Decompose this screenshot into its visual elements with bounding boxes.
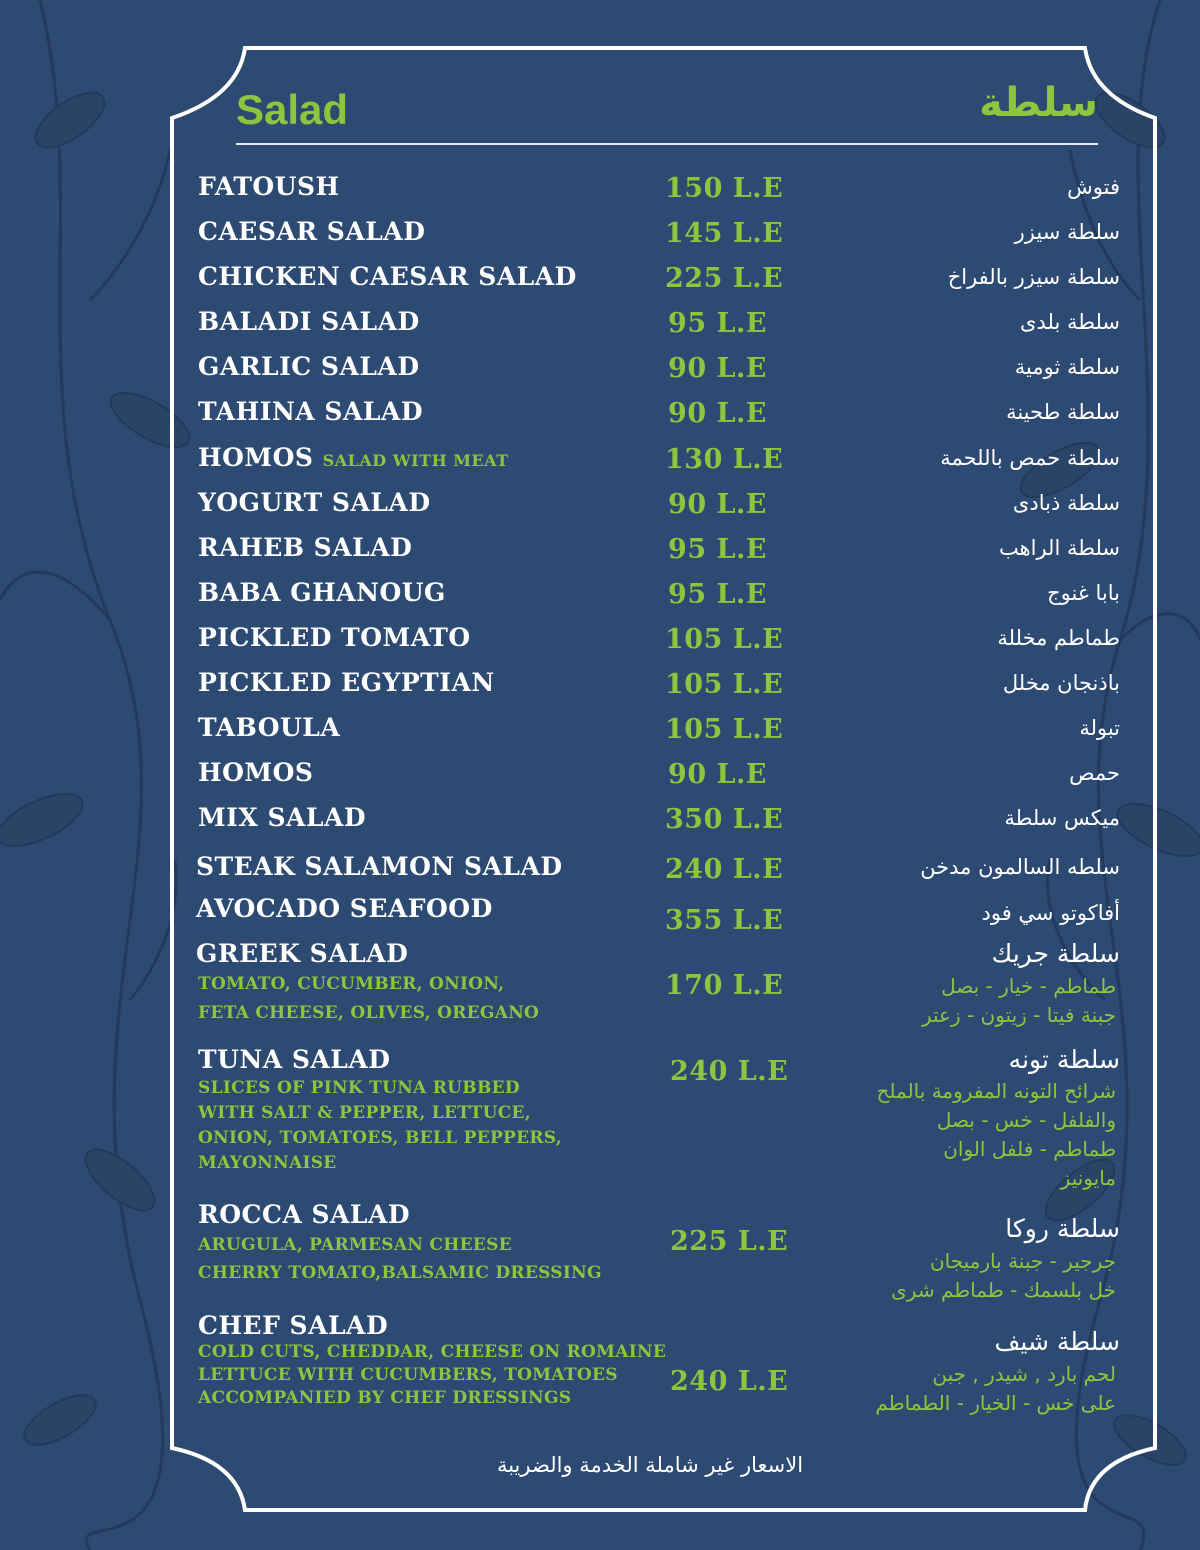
item-description-ar: مايونيز (1060, 1166, 1116, 1190)
item-name-ar: سلطة جريك (991, 939, 1120, 968)
item-name-en-main: HOMOS (198, 443, 314, 472)
item-name-ar: سلطة روكا (1005, 1214, 1120, 1243)
item-description-en: MAYONNAISE (198, 1153, 337, 1173)
item-name-ar: سلطة ذبادى (1012, 491, 1120, 515)
item-name-en: HOMOS (198, 758, 314, 787)
item-price: 350 L.E (665, 804, 784, 835)
item-description-ar: لحم بارد , شيدر , جبن (932, 1362, 1116, 1386)
item-name-en: ROCCA SALAD (198, 1200, 411, 1229)
item-description-en: WITH SALT & PEPPER, LETTUCE, (198, 1103, 532, 1123)
item-name-ar: فتوش (1067, 175, 1120, 199)
item-price: 150 L.E (665, 173, 784, 204)
item-name-en: GREEK SALAD (196, 939, 409, 968)
item-description-ar: والفلفل - خس - بصل (936, 1108, 1116, 1132)
item-name-en: PICKLED TOMATO (198, 623, 471, 652)
section-title-ar: سلطة (979, 80, 1098, 126)
item-name-en: FATOUSH (198, 172, 340, 201)
item-price: 105 L.E (665, 624, 784, 655)
item-description-ar: خل بلسمك - طماطم شرى (891, 1278, 1116, 1302)
title-divider (236, 143, 1098, 145)
item-price: 95 L.E (668, 579, 767, 610)
item-name-ar: طماطم مخللة (997, 626, 1120, 650)
item-name-en: PICKLED EGYPTIAN (198, 668, 495, 697)
item-price: 170 L.E (665, 970, 784, 1001)
item-description-en: CHERRY TOMATO,BALSAMIC DRESSING (198, 1263, 602, 1283)
item-description-ar: جرجير - جبنة بارميجان (929, 1249, 1116, 1273)
price-disclaimer: الاسعار غير شاملة الخدمة والضريبة (496, 1453, 804, 1477)
item-description-en: ARUGULA, PARMESAN CHEESE (198, 1235, 512, 1255)
item-name-en: BALADI SALAD (198, 307, 420, 336)
item-price: 240 L.E (670, 1056, 789, 1087)
item-price: 130 L.E (665, 444, 784, 475)
item-name-ar: حمص (1069, 761, 1120, 785)
item-name-ar: سلطة سيزر بالفراخ (947, 265, 1120, 289)
item-name-ar: سلطة سيزر (1014, 220, 1120, 244)
item-name-ar: سلطة تونه (1008, 1045, 1120, 1074)
item-price: 240 L.E (665, 854, 784, 885)
item-name-ar: سلطة الراهب (998, 536, 1120, 560)
item-description-ar: طماطم - فلفل الوان (943, 1137, 1116, 1161)
item-price: 225 L.E (670, 1226, 789, 1257)
item-description-ar: جبنة فيتا - زيتون - زعتر (921, 1003, 1116, 1027)
item-price: 95 L.E (668, 308, 767, 339)
item-name-ar: تبولة (1079, 716, 1120, 740)
item-name-ar: سلطة شيف (994, 1327, 1120, 1356)
item-price: 90 L.E (668, 759, 767, 790)
item-name-en: MIX SALAD (198, 803, 367, 832)
item-price: 355 L.E (665, 905, 784, 936)
item-description-en: LETTUCE WITH CUCUMBERS, TOMATOES (198, 1365, 618, 1385)
item-price: 90 L.E (668, 353, 767, 384)
item-price: 95 L.E (668, 534, 767, 565)
item-description-en: COLD CUTS, CHEDDAR, CHEESE ON ROMAINE (198, 1342, 667, 1362)
item-name-en: RAHEB SALAD (198, 533, 413, 562)
item-name-en (198, 443, 509, 476)
section-title-en: Salad (236, 86, 349, 133)
item-price: 105 L.E (665, 669, 784, 700)
item-price: 90 L.E (668, 489, 767, 520)
item-description-en: ONION, TOMATOES, BELL PEPPERS, (198, 1128, 562, 1148)
item-name-ar: ميكس سلطة (1004, 806, 1120, 830)
item-name-ar: سلطة ثومية (1014, 355, 1120, 379)
item-name-en: CHEF SALAD (198, 1311, 389, 1340)
item-name-en-sub: SALAD WITH MEAT (322, 451, 509, 470)
item-name-ar: سلطة بلدى (1020, 310, 1120, 334)
item-price: 145 L.E (665, 218, 784, 249)
item-description-en: SLICES OF PINK TUNA RUBBED (198, 1078, 520, 1098)
item-name-en: TABOULA (198, 713, 341, 742)
item-name-en: TUNA SALAD (198, 1045, 391, 1074)
item-description-ar: طماطم - خيار - بصل (941, 974, 1116, 998)
item-name-en: GARLIC SALAD (198, 352, 420, 381)
item-description-ar: شرائح التونه المفرومة بالملح (876, 1079, 1116, 1103)
item-price: 90 L.E (668, 398, 767, 429)
item-name-ar: باذنجان مخلل (1002, 671, 1120, 695)
item-name-ar: سلطه السالمون مدخن (920, 855, 1120, 879)
item-name-en: AVOCADO SEAFOOD (196, 894, 493, 923)
item-description-en: FETA CHEESE, OLIVES, OREGANO (198, 1003, 540, 1023)
item-description-ar: على خس - الخيار - الطماطم (875, 1391, 1116, 1415)
item-name-en: TAHINA SALAD (198, 397, 424, 426)
item-price: 240 L.E (670, 1366, 789, 1397)
item-name-en: CAESAR SALAD (198, 217, 426, 246)
item-price: 105 L.E (665, 714, 784, 745)
item-description-en: ACCOMPANIED BY CHEF DRESSINGS (198, 1388, 572, 1408)
item-name-ar: سلطة طحينة (1006, 400, 1120, 424)
item-name-ar: بابا غنوج (1047, 581, 1120, 605)
item-name-ar: أفاكوتو سي فود (981, 901, 1120, 925)
item-name-en: BABA GHANOUG (198, 578, 446, 607)
item-name-en: YOGURT SALAD (198, 488, 431, 517)
item-name-ar: سلطة حمص باللحمة (940, 446, 1120, 470)
item-price: 225 L.E (665, 263, 784, 294)
item-name-en: STEAK SALAMON SALAD (196, 852, 563, 881)
item-name-en: CHICKEN CAESAR SALAD (198, 262, 577, 291)
item-description-en: TOMATO, CUCUMBER, ONION, (198, 974, 505, 994)
